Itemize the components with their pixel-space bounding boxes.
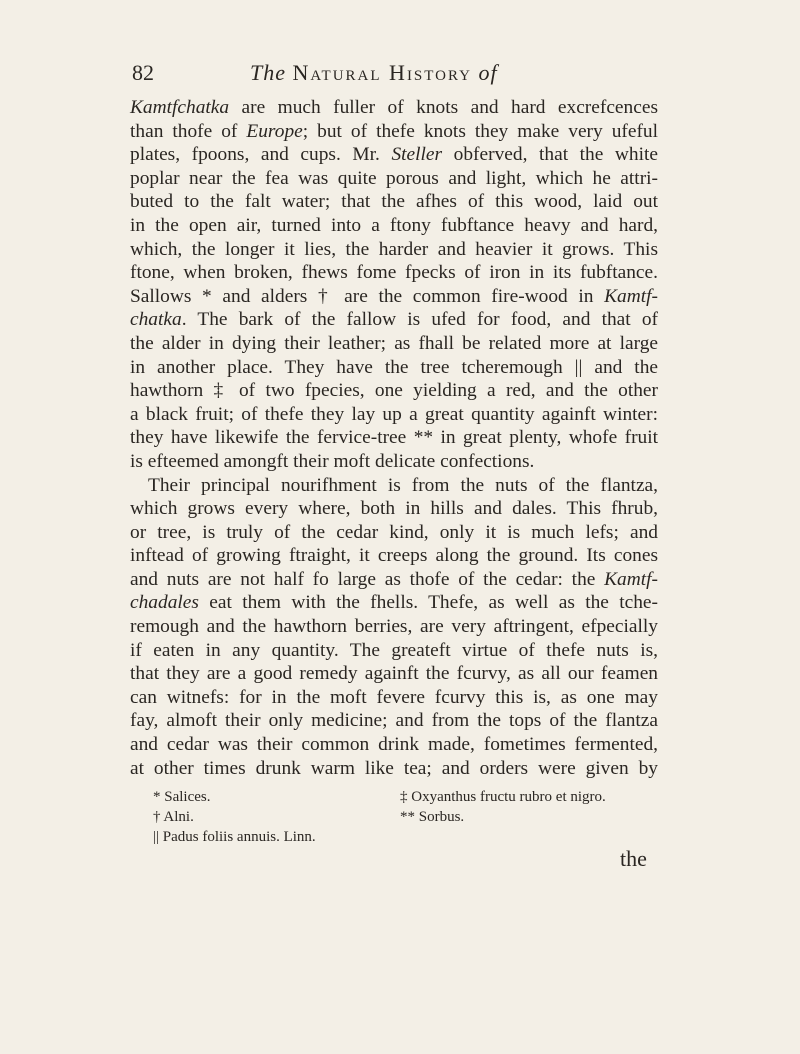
title-the: The xyxy=(250,60,286,85)
text-segment: ; but of thefe knots they make very ufeful xyxy=(302,120,659,142)
running-header xyxy=(132,60,692,90)
text-segment: poplar near the fea was quite porous and light, which he attri- xyxy=(130,167,658,189)
text-segment: Their principal nourifhment is from the nuts of the flantza, xyxy=(148,474,658,496)
text-segment: buted to the falt water; that the afhes of this wood, laid out xyxy=(130,191,658,213)
text-segment: in the open air, turned into a ftony fubftance heavy and hard, xyxy=(130,214,658,236)
text-segment: than thofe of xyxy=(130,120,247,142)
text-line xyxy=(130,167,658,191)
text-segment: which, the longer it lies, the harder and heavier it grows. This xyxy=(130,238,658,260)
text-line xyxy=(130,426,658,450)
catchword: the xyxy=(620,846,647,871)
text-line xyxy=(130,96,658,120)
text-segment: is efteemed amongft their moft delicate confections. xyxy=(130,450,535,472)
text-line xyxy=(130,143,658,167)
text-line xyxy=(130,120,658,144)
text-segment: if eaten in any quantity. The greateft virtue of thefe nuts is, xyxy=(130,639,658,661)
text-line xyxy=(130,332,658,356)
text-segment: Sallows * and alders † are the common fire-wood in xyxy=(130,285,605,307)
text-line xyxy=(130,474,658,498)
footnotes-right xyxy=(400,787,670,827)
footnote: * Salices. xyxy=(153,789,211,805)
text-segment: a black fruit; of thefe they lay up a great quantity againft winter: xyxy=(130,403,658,425)
text-line xyxy=(130,709,658,733)
text-segment: and cedar was their common drink made, fometimes fermented, xyxy=(130,734,658,756)
footnote: ‡ Oxyanthus fructu rubro et nigro. xyxy=(400,789,606,805)
text-line xyxy=(130,639,658,663)
text-segment: that they are a good remedy againft the fcurvy, as all our feamen xyxy=(130,663,658,685)
text-line xyxy=(130,261,658,285)
text-line xyxy=(130,662,658,686)
text-line xyxy=(130,521,658,545)
text-line xyxy=(130,285,658,309)
text-segment: they have likewife the fervice-tree ** in great plenty, whofe fruit xyxy=(130,427,658,449)
text-line xyxy=(130,568,658,592)
text-line xyxy=(130,308,658,332)
italic-term: chatka xyxy=(130,309,182,331)
text-line xyxy=(130,733,658,757)
text-segment: remough and the hawthorn berries, are very aftringent, efpecially xyxy=(130,616,658,638)
italic-term: Steller xyxy=(391,144,443,166)
body-text xyxy=(130,96,658,780)
text-segment: eat them with the fhells. Thefe, as well as the tche- xyxy=(198,592,658,614)
footnotes-left xyxy=(153,787,383,847)
text-segment: the alder in dying their leather; as fhall be related more at large xyxy=(130,332,658,354)
page-number: 82 xyxy=(132,60,154,85)
text-segment: inftead of growing ftraight, it creeps along the ground. Its cones xyxy=(130,545,658,567)
running-title xyxy=(250,60,498,86)
title-main: Natural History xyxy=(292,60,473,85)
text-segment: in another place. They have the tree tcheremough || and the xyxy=(130,356,658,378)
text-line xyxy=(130,591,658,615)
italic-term: chadales xyxy=(130,592,199,614)
text-segment: are much fuller of knots and hard excrefcences xyxy=(229,97,658,118)
text-segment: hawthorn ‡ of two fpecies, one yielding a red, and the other xyxy=(130,380,658,402)
text-segment: fay, almoft their only medicine; and from the tops of the flantza xyxy=(130,710,658,732)
italic-term: Kamtf- xyxy=(604,285,658,307)
italic-term: Kamtfchatka xyxy=(130,97,230,118)
text-line xyxy=(130,686,658,710)
title-of: of xyxy=(478,60,498,85)
text-line xyxy=(130,190,658,214)
text-line xyxy=(130,757,658,781)
footnote: || Padus foliis annuis. Linn. xyxy=(153,829,316,845)
text-line xyxy=(130,544,658,568)
text-segment: and nuts are not half fo large as thofe of the cedar: the xyxy=(130,568,605,590)
text-line xyxy=(130,214,658,238)
text-segment: . The bark of the fallow is ufed for food, and that of xyxy=(181,309,658,331)
footnote: † Alni. xyxy=(153,809,194,825)
italic-term: Europe xyxy=(246,120,303,142)
text-segment: obferved, that the white xyxy=(442,144,659,166)
text-line xyxy=(130,356,658,380)
text-line xyxy=(130,403,658,427)
text-line xyxy=(130,238,658,262)
text-segment: which grows every where, both in hills and dales. This fhrub, xyxy=(130,498,658,520)
text-segment: or tree, is truly of the cedar kind, only it is much lefs; and xyxy=(130,521,658,543)
text-line xyxy=(130,379,658,403)
footnote: ** Sorbus. xyxy=(400,809,465,825)
text-segment: at other times drunk warm like tea; and orders were given by xyxy=(130,757,658,779)
text-line xyxy=(130,450,658,474)
italic-term: Kamtf- xyxy=(604,568,658,590)
text-line xyxy=(130,497,658,521)
text-segment: can witnefs: for in the moft fevere fcurvy this is, as one may xyxy=(130,686,658,708)
text-segment: plates, fpoons, and cups. Mr. xyxy=(130,144,392,166)
text-segment: ftone, when broken, fhews fome fpecks of iron in its fubftance. xyxy=(130,262,658,284)
text-line xyxy=(130,615,658,639)
